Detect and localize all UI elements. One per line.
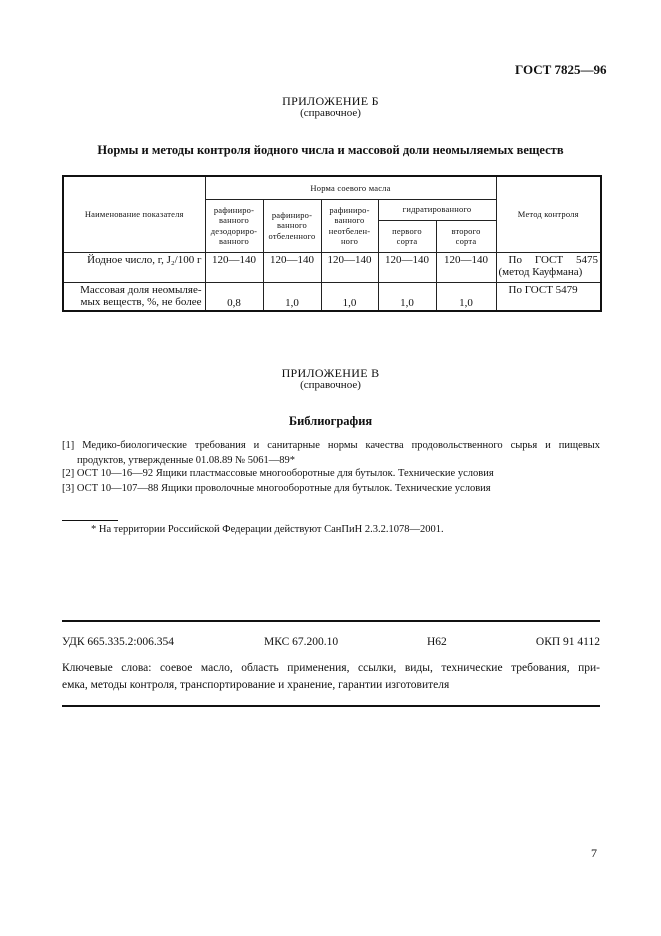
category-code: Н62 (427, 636, 447, 648)
row-method: По ГОСТ 5475 (метод Кауфмана) (496, 252, 601, 282)
footnote: * На территории Российской Федерации действуют СанПиН 2.3.2.1078—2001. (91, 524, 444, 535)
cell-value: 1,0 (321, 282, 378, 311)
okp-code: ОКП 91 4112 (535, 636, 600, 648)
table-row (63, 282, 601, 311)
bibliography-item-1: [1] Медико-биологические требования и санитарные нормы качества продовольственного сырья и пищевых продуктов, утвержденные 01.08.89 № 5061—89* (62, 440, 600, 466)
cell-value: 120—140 (436, 252, 496, 282)
cell-value: 120—140 (378, 252, 436, 282)
mks-code: МКС 67.200.10 (264, 636, 339, 648)
bibliography-item-3: [3] ОСТ 10—107—88 Ящики проволочные многооборотные для бутылок. Технические условия (62, 483, 491, 494)
footer-classification-row (62, 636, 600, 650)
footer-top-rule (62, 620, 600, 622)
cell-value: 1,0 (378, 282, 436, 311)
cell-value: 120—140 (263, 252, 321, 282)
col-refined-deodorized-header: рафиниро- ванного дезодориро- ванного (205, 199, 263, 252)
col-name-header: Наименование показателя (63, 176, 205, 252)
row-method: По ГОСТ 5479 (496, 282, 601, 311)
page-number: 7 (591, 846, 597, 860)
col-first-grade-header: первого сорта (378, 220, 436, 252)
cell-value: 120—140 (321, 252, 378, 282)
row-name: Массовая доля неомыляе- мых веществ, %, не более (63, 282, 205, 311)
appendix-c-title: ПРИЛОЖЕНИЕ В (281, 366, 380, 380)
standard-number: ГОСТ 7825—96 (515, 62, 607, 77)
appendix-b-title: ПРИЛОЖЕНИЕ Б (282, 94, 379, 108)
row-name: Йодное число, г, J₂/100 г (63, 252, 205, 282)
table-row (63, 252, 601, 282)
norms-table (62, 175, 602, 312)
footnote-divider (62, 520, 118, 521)
cell-value: 1,0 (263, 282, 321, 311)
udk-code: УДК 665.335.2:006.354 (62, 636, 174, 648)
bibliography-item-2: [2] ОСТ 10—16—92 Ящики пластмассовые многооборотные для бутылок. Технические условия (62, 468, 494, 479)
col-second-grade-header: второго сорта (436, 220, 496, 252)
appendix-c-subtitle: (справочное) (300, 379, 361, 391)
bibliography-heading: Библиография (288, 414, 373, 428)
col-refined-unbleached-header: рафиниро- ванного неотбелен- ного (321, 199, 378, 252)
appendix-b-heading: Нормы и методы контроля йодного числа и массовой доли неомыляемых веществ (97, 143, 564, 157)
footer-bottom-rule (62, 705, 600, 707)
cell-value: 0,8 (205, 282, 263, 311)
col-method-header: Метод контроля (496, 176, 601, 252)
cell-value: 120—140 (205, 252, 263, 282)
col-refined-bleached-header: рафиниро- ванного отбеленного (263, 199, 321, 252)
hydrated-group-header: гидратированного (378, 199, 496, 220)
keywords: Ключевые слова: соевое масло, область применения, ссылки, виды, технические требования, при- емка, методы контроля, транспортирование и хранение, гарантии изготовителя (62, 662, 600, 691)
norm-group-header: Норма соевого масла (205, 176, 496, 199)
cell-value: 1,0 (436, 282, 496, 311)
appendix-b-subtitle: (справочное) (300, 107, 361, 119)
